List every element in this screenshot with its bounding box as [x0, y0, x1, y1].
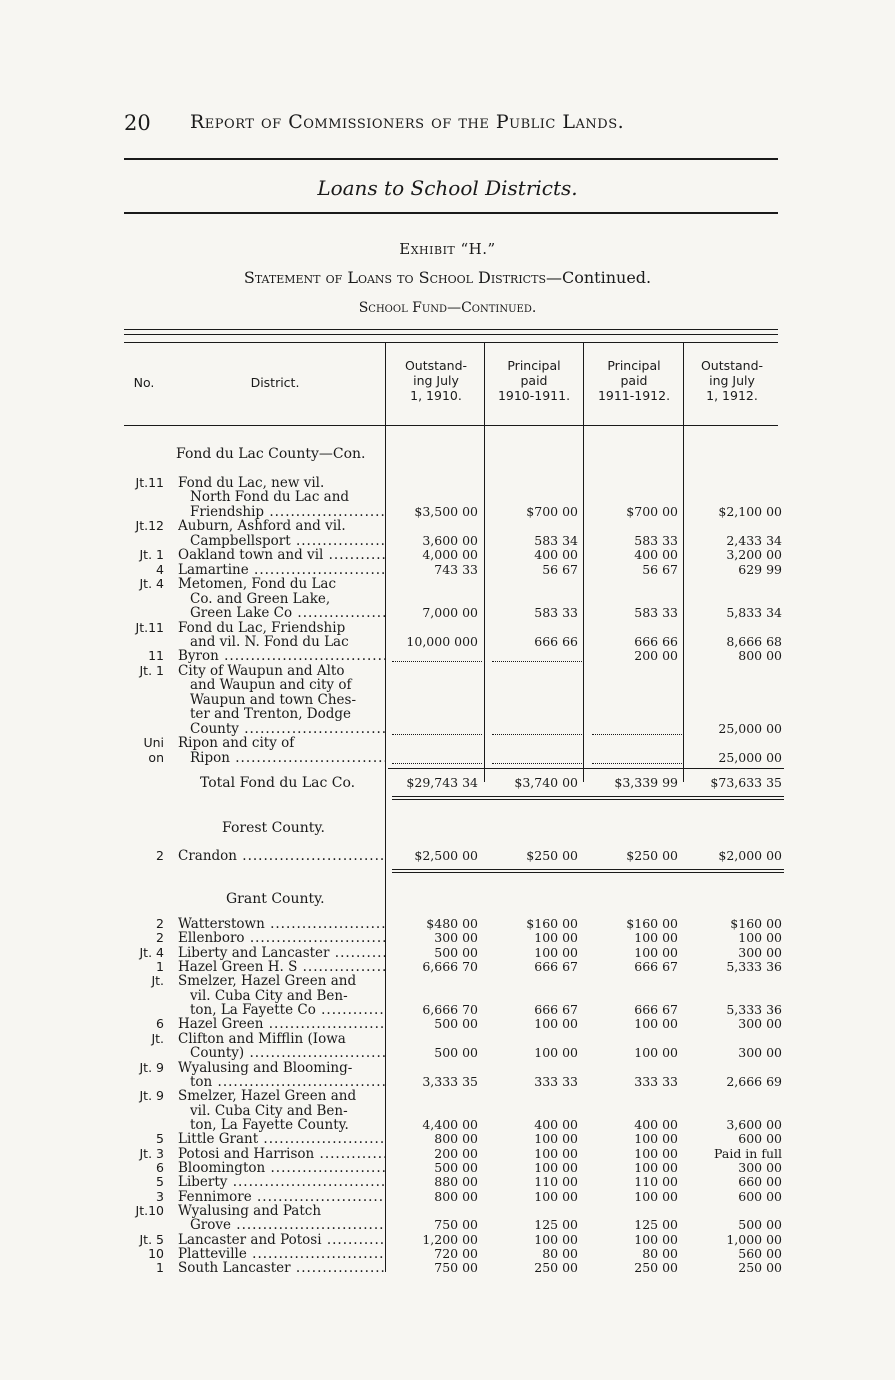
- total-double-rule: [392, 796, 784, 800]
- row-no: Jt. 5: [139, 1231, 164, 1247]
- row-district: Platteville .....: [178, 1247, 386, 1261]
- row-c2: 666 66: [534, 633, 578, 649]
- row-c3: 80 00: [642, 1246, 678, 1262]
- row-c1: 800 00: [434, 1188, 478, 1204]
- row-no: Jt.11: [135, 475, 164, 490]
- row-c3: 583 33: [634, 532, 678, 548]
- page-number: 20: [124, 111, 151, 135]
- table-row: [0, 534, 895, 548]
- row-no: Jt.12: [135, 518, 164, 534]
- row-c4: 2,666 69: [726, 1073, 782, 1089]
- table-row: [0, 974, 895, 988]
- table-row: [0, 1118, 895, 1132]
- header-outstanding-1910: [386, 358, 486, 403]
- header-line: 1911-1912.: [597, 388, 671, 403]
- table-row: [0, 917, 895, 931]
- header-principal-1910-1911: [484, 358, 584, 403]
- table-row: [0, 1247, 895, 1261]
- table-row: [0, 1132, 895, 1146]
- table-row: [0, 635, 895, 649]
- row-c1: 3,600 00: [422, 532, 478, 548]
- row-district: and Waupun and city of: [190, 678, 352, 693]
- row-district: Oakland town and vil .....: [178, 548, 386, 562]
- total-c3: $3,339 99: [614, 775, 678, 790]
- row-district: vil. Cuba City and Ben-: [190, 1103, 348, 1118]
- row-c1: 500 00: [434, 1016, 478, 1032]
- row-c3: 666 67: [634, 1002, 678, 1018]
- table-row: [0, 849, 895, 863]
- table-row: [0, 519, 895, 533]
- row-c3: 110 00: [634, 1174, 678, 1190]
- row-c1: 6,666 70: [422, 959, 478, 975]
- county-heading-fond-du-lac: Fond du Lac County—Con.: [176, 446, 366, 462]
- table-row: [0, 722, 895, 736]
- total-c4: $73,633 35: [710, 775, 782, 790]
- row-district: County .....: [190, 722, 386, 736]
- row-district: Wyalusing and Patch: [178, 1204, 322, 1218]
- table-top-rule: [124, 329, 778, 330]
- row-c2: 110 00: [534, 1174, 578, 1190]
- row-c4: 8,666 68: [726, 633, 782, 649]
- exhibit-title: Exhibit “H.”: [399, 240, 496, 258]
- row-c4: 2,433 34: [726, 532, 782, 548]
- row-no: 6: [156, 1016, 164, 1032]
- row-c2: 100 00: [534, 944, 578, 960]
- row-no: 4: [156, 561, 164, 577]
- table-row: [0, 476, 895, 490]
- row-c2: $250 00: [526, 848, 578, 863]
- row-c4: 1,000 00: [726, 1231, 782, 1247]
- table-row: [0, 1161, 895, 1175]
- row-c2: 250 00: [534, 1260, 578, 1276]
- row-c4: 100 00: [738, 930, 782, 946]
- table-row: [0, 490, 895, 504]
- row-c1: 6,666 70: [422, 1002, 478, 1018]
- table-row: [0, 1233, 895, 1247]
- row-c3: 100 00: [634, 930, 678, 946]
- header-line: 1, 1912.: [706, 388, 758, 403]
- row-district: Lancaster and Potosi .....: [178, 1233, 386, 1247]
- table-row: [0, 664, 895, 678]
- table-row: [0, 621, 895, 635]
- table-row: [0, 592, 895, 606]
- row-district: Ellenboro .....: [178, 931, 386, 945]
- row-c4: 300 00: [738, 1159, 782, 1175]
- row-c4: 5,333 36: [726, 959, 782, 975]
- header-no: No.: [133, 375, 155, 390]
- row-c3: 100 00: [634, 1045, 678, 1061]
- row-c3: 666 67: [634, 959, 678, 975]
- table-row: [0, 1218, 895, 1232]
- header-principal-1911-1912: [584, 358, 684, 403]
- row-district: Liberty and Lancaster .....: [178, 946, 386, 960]
- row-no: Jt. 9: [139, 1059, 164, 1075]
- row-c3: 100 00: [634, 1016, 678, 1032]
- table-row: [0, 931, 895, 945]
- row-c1: $3,500 00: [414, 503, 478, 519]
- table-row: [0, 1147, 895, 1161]
- header-line: paid: [620, 373, 648, 388]
- row-c4: 250 00: [738, 1260, 782, 1276]
- row-c1: 7,000 00: [422, 605, 478, 621]
- row-district: South Lancaster .....: [178, 1261, 386, 1275]
- row-c3: $700 00: [626, 503, 678, 519]
- row-district: Hazel Green H. S .....: [178, 960, 386, 974]
- row-district: Waupun and town Ches-: [190, 692, 357, 707]
- row-c3: 100 00: [634, 1231, 678, 1247]
- row-c3: 200 00: [634, 648, 678, 664]
- county-heading-grant: Grant County.: [226, 891, 325, 907]
- row-c4: 500 00: [738, 1217, 782, 1233]
- row-c4: 300 00: [738, 944, 782, 960]
- forest-double-rule: [392, 869, 784, 873]
- row-district: Hazel Green .....: [178, 1017, 386, 1031]
- row-district: Smelzer, Hazel Green and: [178, 974, 357, 989]
- row-district: Crandon .....: [178, 849, 386, 863]
- table-row: [0, 989, 895, 1003]
- row-c3: 400 00: [634, 1116, 678, 1132]
- row-district: Liberty .....: [178, 1175, 386, 1189]
- row-c4: $160 00: [730, 916, 782, 931]
- row-c3: 100 00: [634, 1145, 678, 1161]
- total-top-rule: [388, 768, 784, 769]
- row-c1: 500 00: [434, 1159, 478, 1175]
- row-district: ton, La Fayette County.: [190, 1117, 349, 1132]
- row-no: 5: [156, 1131, 164, 1147]
- row-district: Ripon .....: [190, 751, 386, 765]
- dotted-leader: [492, 734, 582, 735]
- row-c2: $700 00: [526, 503, 578, 519]
- row-c3: $250 00: [626, 848, 678, 863]
- table-row: [0, 1046, 895, 1060]
- row-c3: 100 00: [634, 944, 678, 960]
- row-district: Campbellsport .....: [190, 534, 386, 548]
- row-c1: 10,000 000: [406, 633, 478, 649]
- row-c1: 3,333 35: [422, 1073, 478, 1089]
- row-c1: 300 00: [434, 930, 478, 946]
- row-c2: $160 00: [526, 916, 578, 931]
- table-row: [0, 577, 895, 591]
- row-c1: 800 00: [434, 1131, 478, 1147]
- row-c1: 750 00: [434, 1260, 478, 1276]
- header-line: Outstand-: [700, 358, 764, 373]
- statement-prefix: Statement of Loans to School Districts: [243, 268, 546, 287]
- row-district: Green Lake Co .....: [190, 606, 386, 620]
- row-c3: 583 33: [634, 605, 678, 621]
- row-c4: 600 00: [738, 1131, 782, 1147]
- row-no: Uni: [143, 735, 164, 751]
- dotted-leader: [392, 734, 482, 735]
- row-district: Little Grant .....: [178, 1132, 386, 1146]
- row-c1: $480 00: [426, 916, 478, 931]
- row-no: 2: [156, 848, 164, 863]
- row-no: 2: [156, 916, 164, 931]
- row-c2: 666 67: [534, 959, 578, 975]
- row-c4: $2,000 00: [718, 848, 782, 863]
- dotted-leader: [492, 661, 582, 662]
- table-row: [0, 1190, 895, 1204]
- total-c1: $29,743 34: [406, 775, 478, 790]
- dotted-leader: [392, 661, 482, 662]
- table-row: [0, 606, 895, 620]
- row-district: ton, La Fayette Co .....: [190, 1003, 386, 1017]
- county-heading-forest: Forest County.: [222, 820, 325, 836]
- row-no: on: [148, 749, 164, 765]
- row-district: Smelzer, Hazel Green and: [178, 1089, 357, 1104]
- table-row: [0, 1104, 895, 1118]
- header-line: 1, 1910.: [410, 388, 462, 403]
- row-district: Grove .....: [190, 1218, 386, 1232]
- row-c2: 100 00: [534, 1016, 578, 1032]
- row-c4: $2,100 00: [718, 503, 782, 519]
- row-district: Fond du Lac, Friendship: [178, 620, 346, 635]
- section-rule: [124, 212, 778, 214]
- row-no: Jt. 1: [139, 662, 164, 678]
- row-no: Jt. 9: [139, 1088, 164, 1104]
- row-c4: 3,600 00: [726, 1116, 782, 1132]
- row-no: Jt. 3: [139, 1145, 164, 1161]
- header-district: District.: [250, 375, 300, 390]
- statement-suffix: —Continued.: [545, 268, 652, 287]
- row-district: Wyalusing and Blooming-: [178, 1060, 353, 1075]
- table-row: [0, 1175, 895, 1189]
- row-c1: 4,000 00: [422, 547, 478, 563]
- row-c4: 560 00: [738, 1246, 782, 1262]
- row-no: 6: [156, 1159, 164, 1175]
- dotted-leader: [492, 763, 582, 764]
- header-bottom-rule: [124, 425, 778, 426]
- row-c2: 100 00: [534, 930, 578, 946]
- table-row: [0, 1032, 895, 1046]
- table-row: [0, 1089, 895, 1103]
- table-row: [0, 751, 895, 765]
- row-c4: 300 00: [738, 1045, 782, 1061]
- total-label: Total Fond du Lac Co.: [200, 775, 356, 791]
- row-c1: 4,400 00: [422, 1116, 478, 1132]
- row-c4: 600 00: [738, 1188, 782, 1204]
- table-row: [0, 649, 895, 663]
- row-c1: 500 00: [434, 944, 478, 960]
- row-no: 11: [148, 648, 164, 664]
- statement-title: [0, 268, 895, 287]
- row-c3: 100 00: [634, 1188, 678, 1204]
- row-c4: 5,333 36: [726, 1002, 782, 1018]
- row-district: Ripon and city of: [178, 736, 295, 751]
- row-c2: 400 00: [534, 1116, 578, 1132]
- table-row: [0, 1075, 895, 1089]
- row-c3: 100 00: [634, 1159, 678, 1175]
- header-rule: [124, 158, 778, 160]
- table-row: [0, 707, 895, 721]
- row-district: Lamartine .....: [178, 563, 386, 577]
- table-row: [0, 1204, 895, 1218]
- row-no: Jt.: [151, 973, 164, 989]
- row-c3: 56 67: [642, 561, 678, 577]
- row-c2: 583 34: [534, 532, 578, 548]
- row-c2: 100 00: [534, 1159, 578, 1175]
- row-district: Fennimore .....: [178, 1190, 386, 1204]
- row-district: Co. and Green Lake,: [190, 591, 331, 606]
- table-row: [0, 736, 895, 750]
- table-row: [0, 1003, 895, 1017]
- row-c3: 250 00: [634, 1260, 678, 1276]
- header-line: ing July: [709, 373, 755, 388]
- row-district: Byron .....: [178, 649, 386, 663]
- row-c2: 100 00: [534, 1131, 578, 1147]
- row-no: Jt. 4: [139, 944, 164, 960]
- row-no: Jt.: [151, 1030, 164, 1046]
- row-no: 2: [156, 930, 164, 946]
- row-no: Jt.10: [135, 1203, 164, 1218]
- header-line: 1910-1911.: [497, 388, 571, 403]
- table-row: [0, 563, 895, 577]
- row-district: Potosi and Harrison .....: [178, 1147, 386, 1161]
- header-line: paid: [520, 373, 548, 388]
- dotted-leader: [592, 763, 682, 764]
- table-top-rule-2: [124, 334, 778, 335]
- dotted-leader: [392, 763, 482, 764]
- table-row: [0, 1261, 895, 1275]
- row-no: Jt.11: [135, 619, 164, 635]
- row-c2: 100 00: [534, 1145, 578, 1161]
- table-row: [0, 548, 895, 562]
- row-district: Watterstown .....: [178, 917, 386, 931]
- row-district: Friendship .....: [190, 505, 386, 519]
- row-c3: 100 00: [634, 1131, 678, 1147]
- row-c2: 333 33: [534, 1073, 578, 1089]
- row-c3: 333 33: [634, 1073, 678, 1089]
- row-c4: 660 00: [738, 1174, 782, 1190]
- table-top-rule-3: [124, 342, 778, 343]
- row-c1: 743 33: [434, 561, 478, 577]
- table-row: [0, 1017, 895, 1031]
- fund-title: School Fund—Continued.: [358, 300, 537, 316]
- row-district: vil. Cuba City and Ben-: [190, 988, 348, 1003]
- row-district: Auburn, Ashford and vil.: [178, 519, 346, 534]
- row-c4: 300 00: [738, 1016, 782, 1032]
- row-district: City of Waupun and Alto: [178, 663, 345, 678]
- row-no: 10: [148, 1246, 164, 1262]
- table-row: [0, 960, 895, 974]
- row-district: ter and Trenton, Dodge: [190, 707, 352, 722]
- row-district: Metomen, Fond du Lac: [178, 577, 337, 592]
- section-title: Loans to School Districts.: [317, 176, 578, 200]
- row-no: 1: [156, 1260, 164, 1276]
- total-c2: $3,740 00: [514, 775, 578, 790]
- row-district: County) .....: [190, 1046, 386, 1060]
- row-no: 5: [156, 1174, 164, 1190]
- row-c3: $160 00: [626, 916, 678, 931]
- row-c3: 400 00: [634, 547, 678, 563]
- row-c4: 3,200 00: [726, 547, 782, 563]
- row-c2: 125 00: [534, 1217, 578, 1233]
- table-row: [0, 505, 895, 519]
- row-c1: 1,200 00: [422, 1231, 478, 1247]
- header-line: Principal: [507, 358, 561, 373]
- row-c1: 880 00: [434, 1174, 478, 1190]
- table-row: [0, 693, 895, 707]
- header-line: ing July: [413, 373, 459, 388]
- row-no: 3: [156, 1188, 164, 1204]
- row-c4: 800 00: [738, 648, 782, 664]
- header-outstanding-1912: [684, 358, 780, 403]
- row-c3: 666 66: [634, 633, 678, 649]
- row-c2: 56 67: [542, 561, 578, 577]
- row-district: ton .....: [190, 1075, 386, 1089]
- row-c2: 100 00: [534, 1045, 578, 1061]
- row-district: Bloomington .....: [178, 1161, 386, 1175]
- row-c4: 629 99: [738, 561, 782, 577]
- row-c2: 80 00: [542, 1246, 578, 1262]
- row-c2: 400 00: [534, 547, 578, 563]
- row-district: Clifton and Mifflin (Iowa: [178, 1031, 346, 1046]
- row-c2: 666 67: [534, 1002, 578, 1018]
- row-district: and vil. N. Fond du Lac: [190, 634, 349, 649]
- row-district: North Fond du Lac and: [190, 490, 350, 505]
- row-c4: Paid in full: [714, 1145, 782, 1161]
- table-row: [0, 678, 895, 692]
- row-no: 1: [156, 959, 164, 975]
- row-c2: 100 00: [534, 1188, 578, 1204]
- row-c2: 583 33: [534, 605, 578, 621]
- row-no: Jt. 1: [139, 547, 164, 563]
- row-c1: $2,500 00: [414, 848, 478, 863]
- row-c3: 125 00: [634, 1217, 678, 1233]
- row-c4: 25,000 00: [718, 749, 782, 765]
- header-line: Outstand-: [404, 358, 468, 373]
- row-no: Jt. 4: [139, 576, 164, 592]
- row-c4: 5,833 34: [726, 605, 782, 621]
- row-c4: 25,000 00: [718, 720, 782, 736]
- header-line: Principal: [607, 358, 661, 373]
- running-head: Report of Commissioners of the Public Lands.: [190, 111, 625, 133]
- row-c1: 500 00: [434, 1045, 478, 1061]
- dotted-leader: [592, 734, 682, 735]
- row-c1: 720 00: [434, 1246, 478, 1262]
- row-c1: 750 00: [434, 1217, 478, 1233]
- row-c2: 100 00: [534, 1231, 578, 1247]
- table-row: [0, 1061, 895, 1075]
- row-district: Fond du Lac, new vil.: [178, 476, 325, 490]
- row-c1: 200 00: [434, 1145, 478, 1161]
- table-row: [0, 946, 895, 960]
